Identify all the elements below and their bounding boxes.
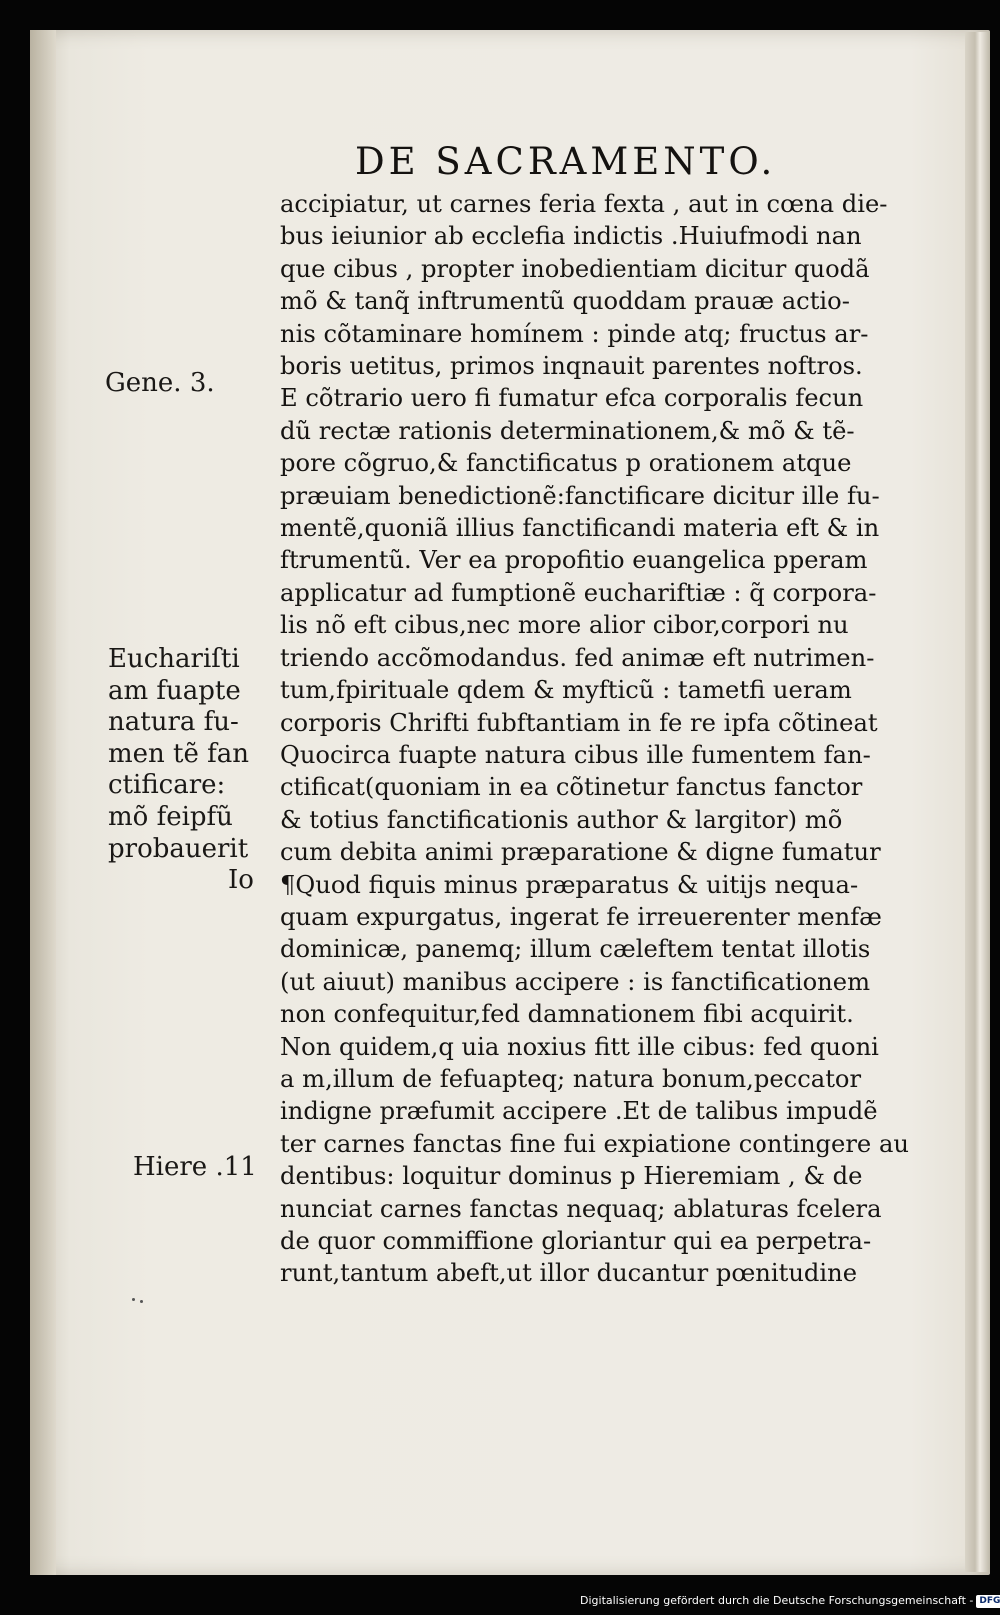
margin-note-line: mõ feipfũ xyxy=(108,801,233,832)
text-line: que cibus , propter inobedientiam dicitur quodã xyxy=(280,253,870,283)
text-line: ftrumentũ. Ver ea propofitio euangelica pperam xyxy=(280,545,868,575)
text-line: accipiatur, ut carnes feria fexta , aut in cœna die- xyxy=(280,189,888,218)
text-line: dũ rectæ rationis determinationem,& mõ & tẽ- xyxy=(280,415,855,445)
text-line: Quocirca fuapte natura cibus ille fumentem fan- xyxy=(280,739,871,769)
ink-speck xyxy=(132,1298,135,1301)
footer-text: Digitalisierung gefördert durch die Deutsche Forschungsgemeinschaft - xyxy=(580,1594,974,1607)
margin-note-eucharist xyxy=(108,644,254,897)
text-line: bus ieiunior ab ecclefia indictis .Huiufmodi nan xyxy=(280,221,862,251)
text-line: E cõtrario uero fi fumatur efca corporalis fecun xyxy=(280,383,864,413)
text-line: ctificat(quoniam in ea cõtinetur fanctus fanctor xyxy=(280,772,863,802)
text-line: ter carnes fanctas fine fui expiatione contingere au xyxy=(280,1128,909,1158)
text-line: ¶Quod fiquis minus præparatus & uitijs nequa- xyxy=(280,869,859,899)
text-line: nunciat carnes fanctas nequaq; ablaturas fcelera xyxy=(280,1193,882,1223)
text-line: dominicæ, panemq; illum cæleftem tentat illotis xyxy=(280,934,871,964)
text-line: triendo accõmodandus. fed animæ eft nutrimen- xyxy=(280,642,875,672)
digitization-footer xyxy=(580,1592,1000,1610)
text-line: de quor commiffione gloriantur qui ea perpetra- xyxy=(280,1226,872,1255)
text-line: applicatur ad fumptionẽ euchariftiæ : q̃ corpora- xyxy=(280,577,877,607)
text-line: dentibus: loquitur dominus p Hieremiam , & de xyxy=(280,1161,863,1191)
margin-note-line: Euchariſti xyxy=(108,644,240,674)
page-edge xyxy=(965,32,990,1572)
text-line: Non quidem,q uia noxius fitt ille cibus: fed quoni xyxy=(280,1031,879,1061)
text-line: quam expurgatus, ingerat fe irreuerenter menfæ xyxy=(280,901,882,931)
text-line: tum,fpirituale qdem & myfticũ : tametfi ueram xyxy=(280,675,852,705)
margin-note-line: ctificare: xyxy=(108,770,226,801)
margin-note-genesis: Gene. 3. xyxy=(105,368,215,398)
ink-speck xyxy=(140,1300,143,1303)
body-text xyxy=(280,188,960,1290)
text-line: a m,illum de fefuapteq; natura bonum,peccator xyxy=(280,1063,862,1093)
page-gutter xyxy=(30,30,56,1575)
text-line: mõ & tanq̃ inftrumentũ quoddam prauæ actio- xyxy=(280,286,850,316)
margin-note-hieremias: Hiere .11 xyxy=(133,1152,257,1182)
text-line: cum debita animi præparatione & digne fumatur xyxy=(280,837,881,867)
text-line: mentẽ,quoniã illius fanctificandi materia eft & in xyxy=(280,513,880,543)
margin-note-line: probauerit xyxy=(108,833,249,864)
text-line: pore cõgruo,& fanctificatus p orationem atque xyxy=(280,448,852,478)
text-line: boris uetitus, primos inqnauit parentes noftros. xyxy=(280,351,863,381)
text-line: lis nõ eft cibus,nec more alior cibor,corpori nu xyxy=(280,610,849,640)
text-line: runt,tantum abeft,ut illor ducantur pœnitudine xyxy=(280,1258,858,1288)
text-line: non confequitur,fed damnationem fibi acquirit. xyxy=(280,999,854,1029)
dfg-logo: DFG xyxy=(976,1595,1000,1608)
running-header: DE SACRAMENTO. xyxy=(355,140,777,183)
margin-note-line: natura fu- xyxy=(108,707,239,738)
margin-note-line: Io xyxy=(228,865,254,896)
margin-note-line: men tẽ fan xyxy=(108,738,250,769)
text-line: (ut aiuut) manibus accipere : is fanctificationem xyxy=(280,966,871,996)
margin-note-line: am fuapte xyxy=(108,675,241,706)
text-line: nis cõtaminare homínem : pinde atq; fructus ar- xyxy=(280,318,869,348)
text-line: præuiam benedictionẽ:fanctificare dicitur ille fu- xyxy=(280,480,880,510)
text-line: & totius fanctificationis author & largitor) mõ xyxy=(280,804,843,834)
text-line: corporis Chrifti fubftantiam in fe re ipfa cõtineat xyxy=(280,707,878,737)
text-line: indigne præfumit accipere .Et de talibus impudẽ xyxy=(280,1096,878,1126)
